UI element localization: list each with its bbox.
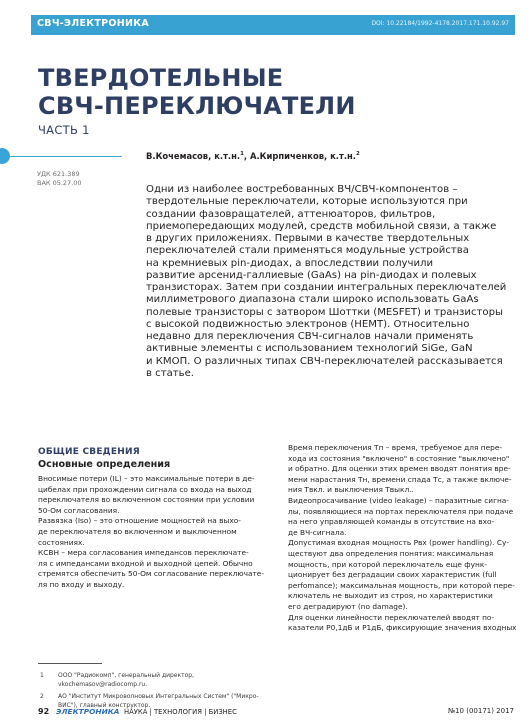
body-line: Видеопросачивание (video leakage) – паразитные сигна- [288, 495, 509, 505]
abstract-line: переключателей стали применяться модульные устройства [146, 245, 469, 257]
body-line: ния Tвкл. и выключения Tвыкл.. [288, 485, 414, 495]
issue-number: №10 (00171) 2017 [447, 707, 514, 715]
title-line: СВЧ-ПЕРЕКЛЮЧАТЕЛИ [38, 92, 356, 120]
body-line: ля с импедансами входной и выходной цепей. Обычно [38, 558, 253, 568]
section-label: СВЧ-ЭЛЕКТРОНИКА [37, 18, 149, 29]
body-line: переключателя во включенном состоянии при условии [38, 495, 255, 505]
abstract-line: активные элементы с использованием технологий SiGe, GaN [146, 343, 473, 355]
footnote-line: ВИС"), главный конструктор. [58, 702, 151, 709]
body-line: Время переключения Tп – время, требуемое для пере- [288, 443, 503, 452]
divider-dot [0, 148, 10, 164]
body-line: цибелах при прохождении сигнала со входа на выход [38, 484, 252, 494]
subsection-heading: Основные определения [38, 459, 171, 470]
body-line: стремятся обеспечить 50-Ом согласование переключате- [38, 569, 265, 579]
section-header-bar [31, 15, 515, 35]
body-line: ля по входу и выходу. [38, 579, 125, 589]
body-line: состояниях. [38, 537, 85, 547]
body-line: его деградируют (no damage). [288, 601, 408, 611]
divider-line [10, 156, 122, 157]
footnotes [40, 671, 268, 710]
abstract-line: твердотельные переключатели, которые используются при [146, 196, 468, 208]
body-line: ционирует без деградации своих характеристик (full [288, 570, 497, 580]
section-heading: ОБЩИЕ СВЕДЕНИЯ [38, 447, 140, 457]
abstract-line: развитие арсенид-галлиевые (GaAs) на pin-диодах и полевых [146, 269, 477, 281]
footnote-line: АО "Институт Микроволновых Интегральных Систем" ("Микро- [58, 693, 259, 700]
article-title [38, 64, 508, 120]
body-line: мени нарастания Tн, времени спада Tс, а также включе- [288, 474, 512, 484]
footnote-rule [38, 663, 102, 664]
body-line: perfomance); максимальная мощность, при которой пере- [288, 580, 515, 590]
abstract-line: создании фазовращателей, аттенюаторов, фильтров, [146, 208, 436, 220]
body-line: Допустимая входная мощность Pвх (power handling). Су- [288, 538, 510, 548]
abstract-line: недавно для переключения СВЧ-сигналов начали применять [146, 331, 474, 342]
abstract-line: и КМОП. О различных типах СВЧ-переключателей рассказывается [146, 355, 503, 367]
body-line: де переключателя во включенном и выключенном [38, 526, 237, 536]
magazine-brand: ЭЛЕКТРОНИКА [56, 707, 120, 716]
abstract-line: миллиметрового диапазона стали широко использовать GaAs [146, 294, 479, 306]
left-column [38, 474, 268, 591]
body-line: на него управляющей команды в отсутствие на вхо- [288, 517, 495, 527]
abstract [146, 184, 506, 380]
footnote [40, 671, 268, 689]
author-2: А.Кирпиченков, к.т.н. [250, 151, 356, 161]
abstract-line: на кремниевых pin-диодах, а впоследствии получили [146, 257, 434, 269]
abstract-line: с высокой подвижностью электронов (HEMT). Относительно [146, 318, 470, 330]
body-line: и обратно. Для оценки этих времен вводят понятия вре- [288, 464, 511, 474]
magazine-tagline: НАУКА | ТЕХНОЛОГИЯ | БИЗНЕС [124, 707, 237, 716]
abstract-line: в других приложениях. Первыми в качестве твердотельных [146, 233, 470, 244]
author-separator: , [243, 151, 251, 161]
body-line: Развязка (Iso) – это отношение мощностей на выхо- [38, 516, 241, 526]
classification-codes [37, 170, 82, 188]
udc-code: УДК 621.389 [37, 170, 80, 178]
footnote-line: ООО "Радиокомп", генеральный директор, [58, 672, 195, 679]
right-column [288, 443, 517, 634]
body-line: ществуют два определения понятия: максимальная [288, 548, 494, 558]
author-1-footnote-ref: 1 [240, 151, 244, 158]
body-line: лы, появляющиеся на портах переключателя при подаче [288, 506, 514, 516]
body-line: КСВН – мера согласования импедансов переключате- [38, 548, 249, 558]
body-line: хода из состояния "включено" в состояние "выключено" [288, 453, 510, 463]
body-line: Для оценки линейности переключателей вводят по- [288, 612, 495, 622]
abstract-line: Одни из наиболее востребованных ВЧ/СВЧ-компонентов – [146, 184, 458, 195]
footnote-line: vkochemasov@radiocomp.ru. [58, 681, 148, 688]
doi-text: DOI: 10.22184/1992-4178.2017.171.10.92.97 [371, 20, 509, 27]
abstract-line: в статье. [146, 367, 195, 379]
abstract-line: транзисторах. Затем при создании интегральных переключателей [146, 282, 507, 293]
authors [146, 151, 360, 161]
footnote-number: 2 [40, 693, 44, 700]
body-line: казатели P0,1дБ и P1дБ, фиксирующие значения входных [288, 623, 517, 633]
article-part: ЧАСТЬ 1 [38, 123, 90, 137]
title-line: ТВЕРДОТЕЛЬНЫЕ [38, 64, 284, 92]
page-footer [38, 707, 514, 719]
body-line: мощность, при которой переключатель еще функ- [288, 559, 487, 569]
vak-code: ВАК 05.27.00 [37, 179, 82, 187]
footnote-number: 1 [40, 672, 44, 679]
body-line: Вносимые потери (IL) – это максимальные потери в де- [38, 474, 255, 483]
abstract-line: приемопередающих модулей, средств мобильной связи, а также [146, 220, 497, 232]
body-line: ключатель не выходит из строя, но характеристики [288, 591, 493, 601]
page-number: 92 [38, 707, 50, 716]
body-line: де ВЧ-сигнала. [288, 527, 347, 537]
body-line: 50-Ом согласования. [38, 505, 120, 515]
author-1: В.Кочемасов, к.т.н. [146, 151, 241, 161]
abstract-line: полевые транзисторы с затвором Шоттки (MESFET) и транзисторы [146, 306, 503, 318]
author-2-footnote-ref: 2 [355, 151, 360, 158]
